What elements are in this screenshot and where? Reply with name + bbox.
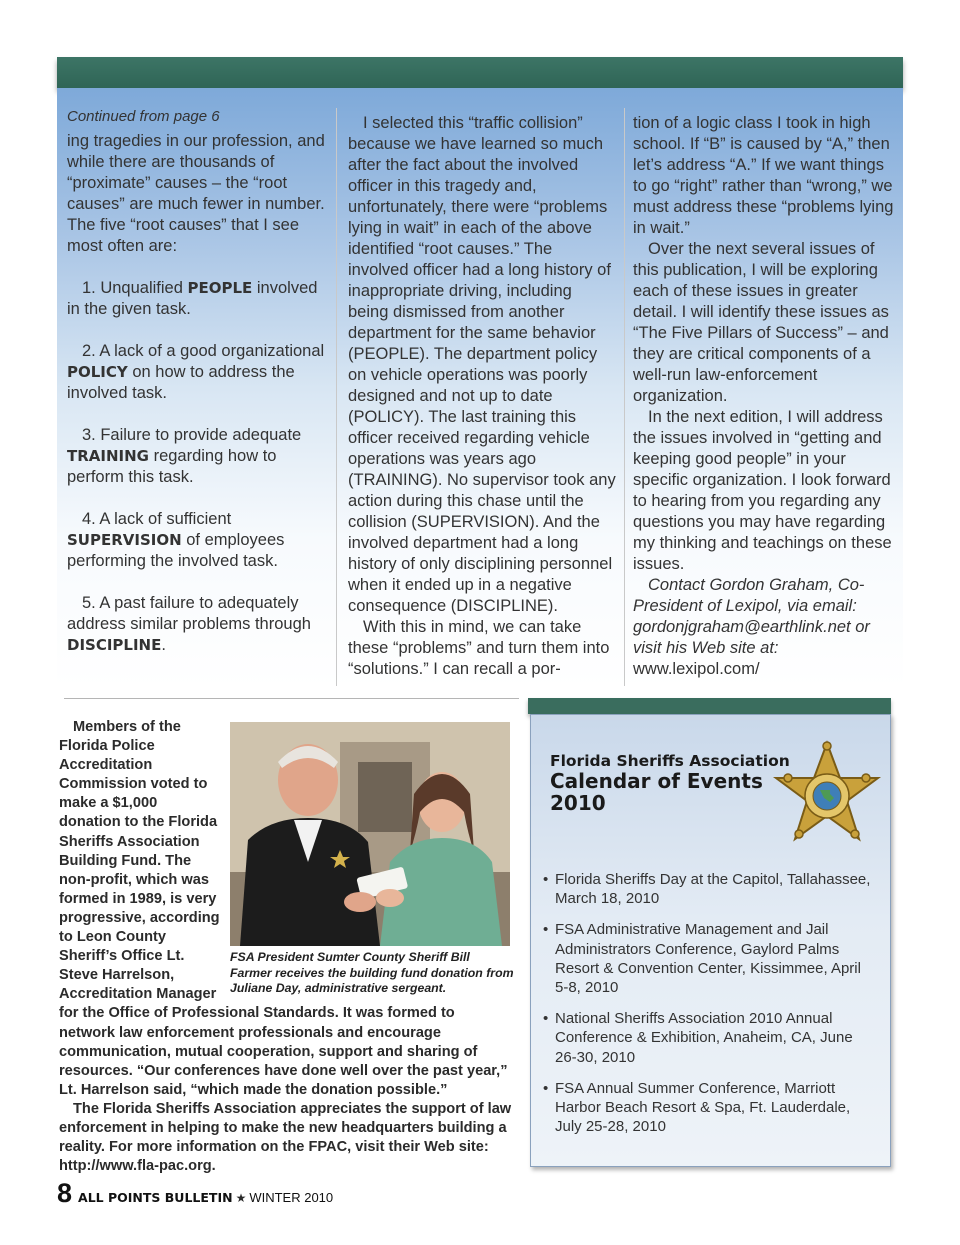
calendar-band <box>528 698 891 714</box>
donation-photo <box>230 722 510 946</box>
column-1 <box>67 106 329 656</box>
calendar-event: • Florida Sheriffs Day at the Capitol, Tallahassee, March 18, 2010 <box>543 871 871 908</box>
column-2-paragraph: With this in mind, we can take these “problems” and turn them into “solutions.” I can recall a por- <box>348 618 610 678</box>
donation-photo-illustration <box>230 722 510 946</box>
column-3 <box>633 113 901 680</box>
author-contact: Contact Gordon Graham, Co-President of Lexipol, via email: gordonjgraham@earthlink.net or visit his Web site at: www.lexipol.com/ <box>633 576 870 678</box>
issue-season: WINTER 2010 <box>249 1190 334 1205</box>
column-3-paragraph: In the next edition, I will address the issues involved in “getting and keeping good people” in your specific organization. I look forward to hearing from you regarding any questions you may have regarding my thinking and teachings on these issues. <box>633 408 892 573</box>
photo-caption: FSA President Sumter County Sheriff Bill Farmer receives the building fund donation from Juliane Day, administrative sergeant. <box>230 950 514 996</box>
sheriff-star-badge-icon <box>772 740 882 848</box>
column-1-intro: ing tragedies in our profession, and while there are thousands of “proximate” causes – the “root causes” are much fewer in number. The five “root causes” that I see most often are: <box>67 132 325 255</box>
continued-note: Continued from page 6 <box>67 108 220 125</box>
column-2 <box>348 113 616 680</box>
article-paragraph: Members of the Florida Police Accreditation Commission voted to make a $1,000 donation to the Florida Sheriffs Association Building Fund. The non-profit, which was formed in 1989, is very progressive, according to Leon County Sheriff’s Office Lt. Steve Harrelson, Accreditation Manager for the Office of Professional Standards. It was formed to network law enforcement professionals and encourage communication, mutual cooperation, support and sharing of resources. “Our conferences have done well over the past year,” Lt. Harrelson said, “which made the donation possible.” <box>59 719 508 1098</box>
section-divider <box>64 698 519 699</box>
calendar-org: Florida Sheriffs Association <box>550 752 790 770</box>
star-icon: ★ <box>235 1191 247 1205</box>
calendar-event: • FSA Administrative Management and Jail Administrators Conference, Gaylord Palms Resort & Convention Center, Kissimmee, April 5-8, 2010 <box>543 921 861 997</box>
calendar-event: • FSA Annual Summer Conference, Marriott Harbor Beach Resort & Spa, Ft. Lauderdale, July 25-28, 2010 <box>543 1079 851 1136</box>
root-cause-2: 2. A lack of a good organizational POLICY on how to address the involved task. <box>67 342 325 402</box>
page-number: 8 <box>57 1178 73 1208</box>
website-link[interactable]: www.lexipol.com/ <box>633 660 760 678</box>
photo-block <box>230 722 514 1004</box>
calendar-title: Calendar of Events 2010 <box>550 769 763 815</box>
page-footer <box>57 1178 333 1208</box>
root-cause-5: 5. A past failure to adequately address similar problems through DISCIPLINE. <box>67 594 311 654</box>
root-cause-4: 4. A lack of sufficient SUPERVISION of employees performing the involved task. <box>67 510 285 570</box>
header-band <box>57 57 903 88</box>
bullet-icon: • <box>543 921 549 939</box>
column-divider <box>336 108 337 686</box>
column-3-paragraph: Over the next several issues of this publication, I will be exploring each of these issues in greater detail. I will identify these issues as “The Five Pillars of Success” – and they are critical components of a well-run law-enforcement organization. <box>633 240 889 405</box>
calendar-event: • National Sheriffs Association 2010 Annual Conference & Exhibition, Anaheim, CA, June 26-30, 2010 <box>543 1010 853 1066</box>
column-3-paragraph: tion of a logic class I took in high school. If “B” is caused by “A,” then let’s address “A.” If we want things to go “right” rather than “wrong,” we must address these “problems lying in wait.” <box>633 114 894 237</box>
donation-article <box>59 718 514 1176</box>
publication-name: ALL POINTS BULLETIN <box>78 1190 233 1205</box>
article-paragraph: The Florida Sheriffs Association appreciates the support of law enforcement in helping to make the new headquarters building a reality. For more information on the FPAC, visit their Web site: http://www.fla-pac.org. <box>59 1100 512 1175</box>
column-2-paragraph: I selected this “traffic collision” because we have learned so much after the fact about the involved officer in this tragedy and, unfortunately, there were “problems lying in wait” in each of the above identified “root causes.” The involved officer had a long history of inappropriate driving, including being dismissed from another department for the same behavior (PEOPLE). The department policy on vehicle operations was poorly designed and not up to date (POLICY). The last training this officer received regarding vehicle operations was years ago (TRAINING). No supervisor took any action during this chase until the collision (SUPERVISION). And the involved department had a long history of only disciplining personnel when it ended up in a negative consequence (DISCIPLINE). <box>348 114 616 615</box>
bullet-icon: • <box>543 1010 549 1028</box>
column-divider <box>624 108 625 686</box>
root-cause-3: 3. Failure to provide adequate TRAINING regarding how to perform this task. <box>67 426 302 486</box>
calendar-events <box>543 870 878 1148</box>
root-cause-1: 1. Unqualified PEOPLE involved in the given task. <box>67 279 318 318</box>
bullet-icon: • <box>543 871 549 888</box>
bullet-icon: • <box>543 1079 549 1097</box>
